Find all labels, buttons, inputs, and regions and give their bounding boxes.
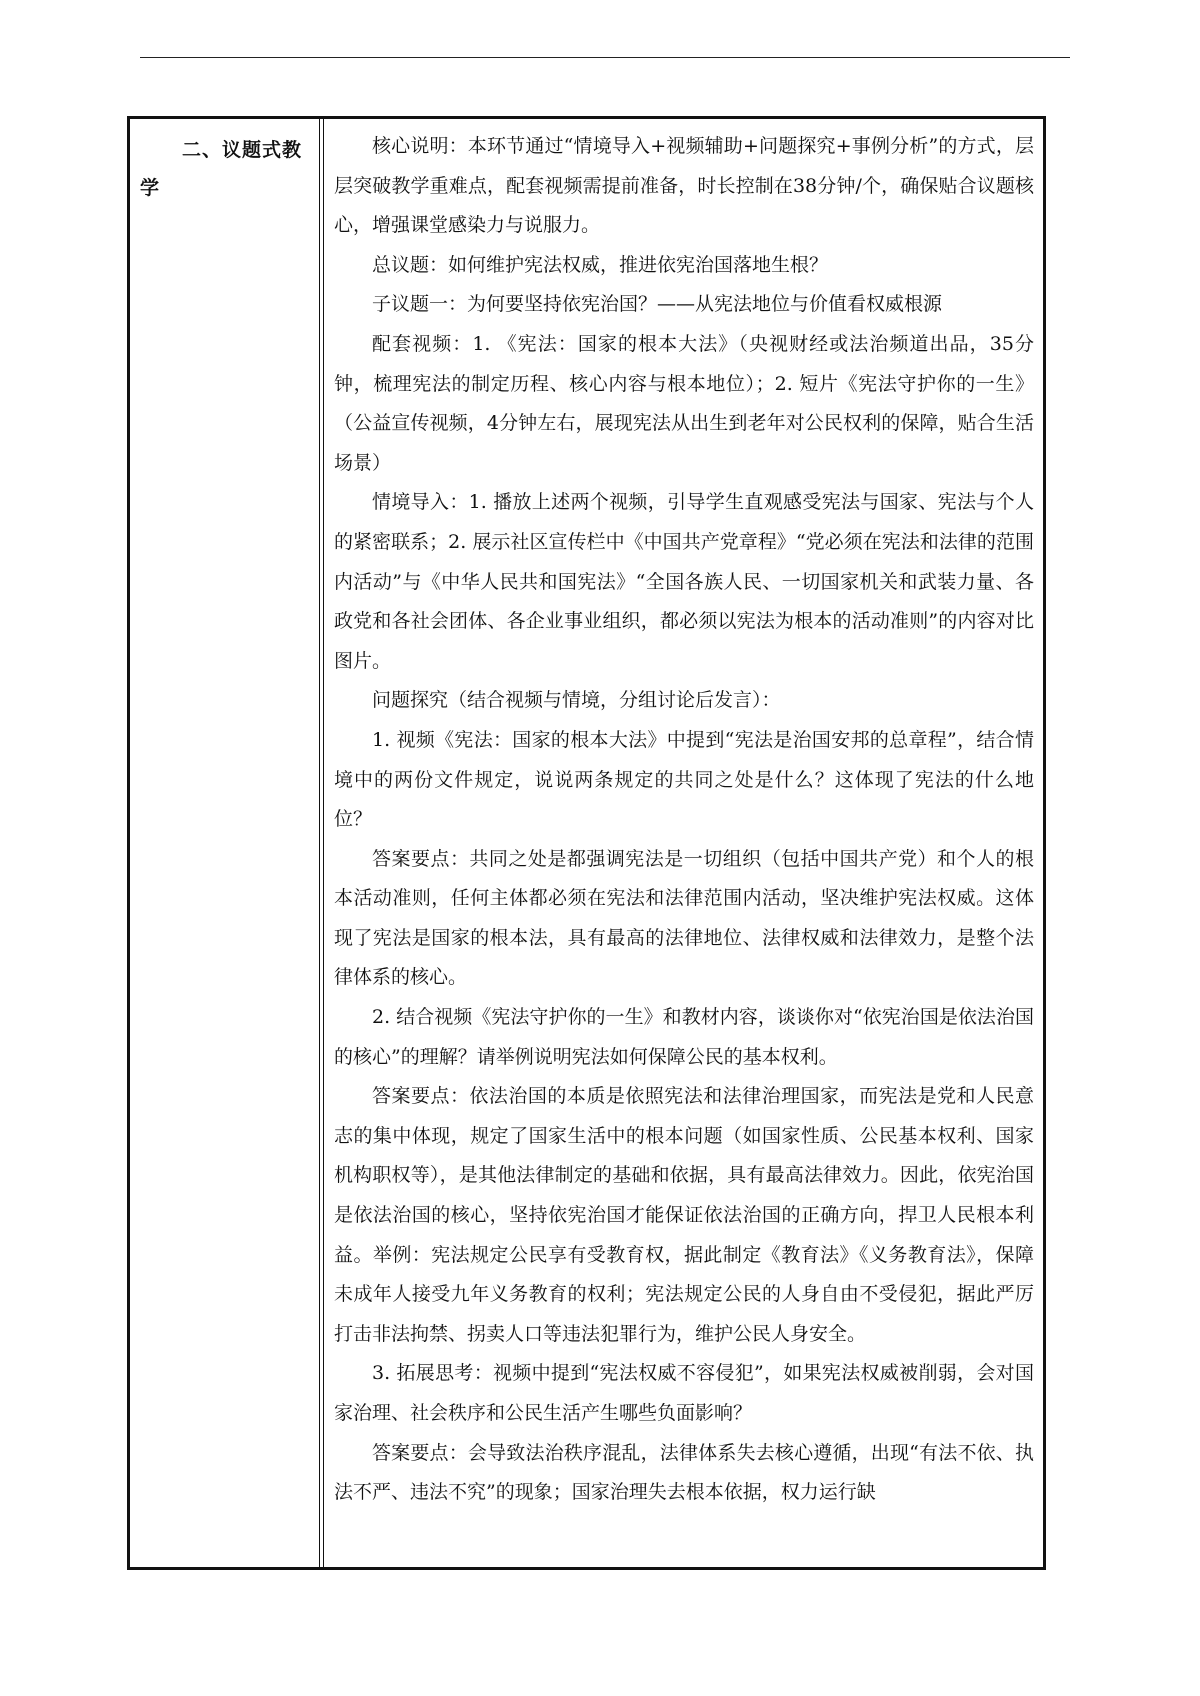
header-rule [140,57,1070,58]
section-label-cell [130,119,320,1567]
inquiry-heading-paragraph: 问题探究（结合视频与情境，分组讨论后发言）： [372,689,781,712]
section-label: 二、议题式教学 [140,139,303,199]
column-divider [323,119,324,1567]
question-three-paragraph: 3. 拓展思考：视频中提到“宪法权威不容侵犯”，如果宪法权威被削弱，会对国家治理、社会秩序和公民生活产生哪些负面影响？ [334,1362,1034,1424]
content-cell [334,127,1034,1513]
answer-one-paragraph: 答案要点：共同之处是都强调宪法是一切组织（包括中国共产党）和个人的根本活动准则，任何主体都必须在宪法和法律范围内活动，坚决维护宪法权威。这体现了宪法是国家的根本法，具有最高的法律地位、法律权威和法律效力，是整个法律体系的核心。 [334,847,1034,989]
question-one-paragraph: 1. 视频《宪法：国家的根本大法》中提到“宪法是治国安邦的总章程”，结合情境中的两份文件规定，说说两条规定的共同之处是什么？这体现了宪法的什么地位？ [334,728,1034,831]
answer-two-paragraph: 答案要点：依法治国的本质是依照宪法和法律治理国家，而宪法是党和人民意志的集中体现，规定了国家生活中的根本问题（如国家性质、公民基本权利、国家机构职权等），是其他法律制定的基础和依据，具有最高法律效力。因此，依宪治国是依法治国的核心，坚持依宪治国才能保证依法治国的正确方向，捍卫人民根本利益。举例：宪法规定公民享有受教育权，据此制定《教育法》《义务教育法》，保障未成年人接受九年义务教育的权利；宪法规定公民的人身自由不受侵犯，据此严厉打击非法拘禁、拐卖人口等违法犯罪行为，维护公民人身安全。 [334,1085,1034,1345]
scenario-intro-paragraph: 情境导入：1. 播放上述两个视频，引导学生直观感受宪法与国家、宪法与个人的紧密联系；2. 展示社区宣传栏中《中国共产党章程》“党必须在宪法和法律的范围内活动”与《中华人民共和国宪法》“全国各族人民、一切国家机关和武装力量、各政党和各社会团体、各企业事业组织，都必须以宪法为根本的活动准则”的内容对比图片。 [334,491,1034,672]
lesson-plan-table [127,116,1046,1570]
supporting-video-paragraph: 配套视频：1. 《宪法：国家的根本大法》（央视财经或法治频道出品，35分钟，梳理宪法的制定历程、核心内容与根本地位）；2. 短片《宪法守护你的一生》（公益宣传视频，4分钟左右，展现宪法从出生到老年对公民权利的保障，贴合生活场景） [334,332,1034,474]
question-two-paragraph: 2. 结合视频《宪法守护你的一生》和教材内容，谈谈你对“依宪治国是依法治国的核心”的理解？请举例说明宪法如何保障公民的基本权利。 [334,1006,1034,1068]
main-topic-paragraph: 总议题：如何维护宪法权威，推进依宪治国落地生根？ [372,253,829,276]
answer-three-paragraph: 答案要点：会导致法治秩序混乱，法律体系失去核心遵循，出现“有法不依、执法不严、违法不究”的现象；国家治理失去根本依据，权力运行缺 [334,1441,1034,1504]
sub-topic-one-paragraph: 子议题一：为何要坚持依宪治国？——从宪法地位与价值看权威根源 [372,293,943,316]
core-description-paragraph: 核心说明：本环节通过“情境导入+视频辅助+问题探究+事例分析”的方式，层层突破教学重难点，配套视频需提前准备，时长控制在38分钟/个，确保贴合议题核心，增强课堂感染力与说服力。 [334,135,1034,237]
